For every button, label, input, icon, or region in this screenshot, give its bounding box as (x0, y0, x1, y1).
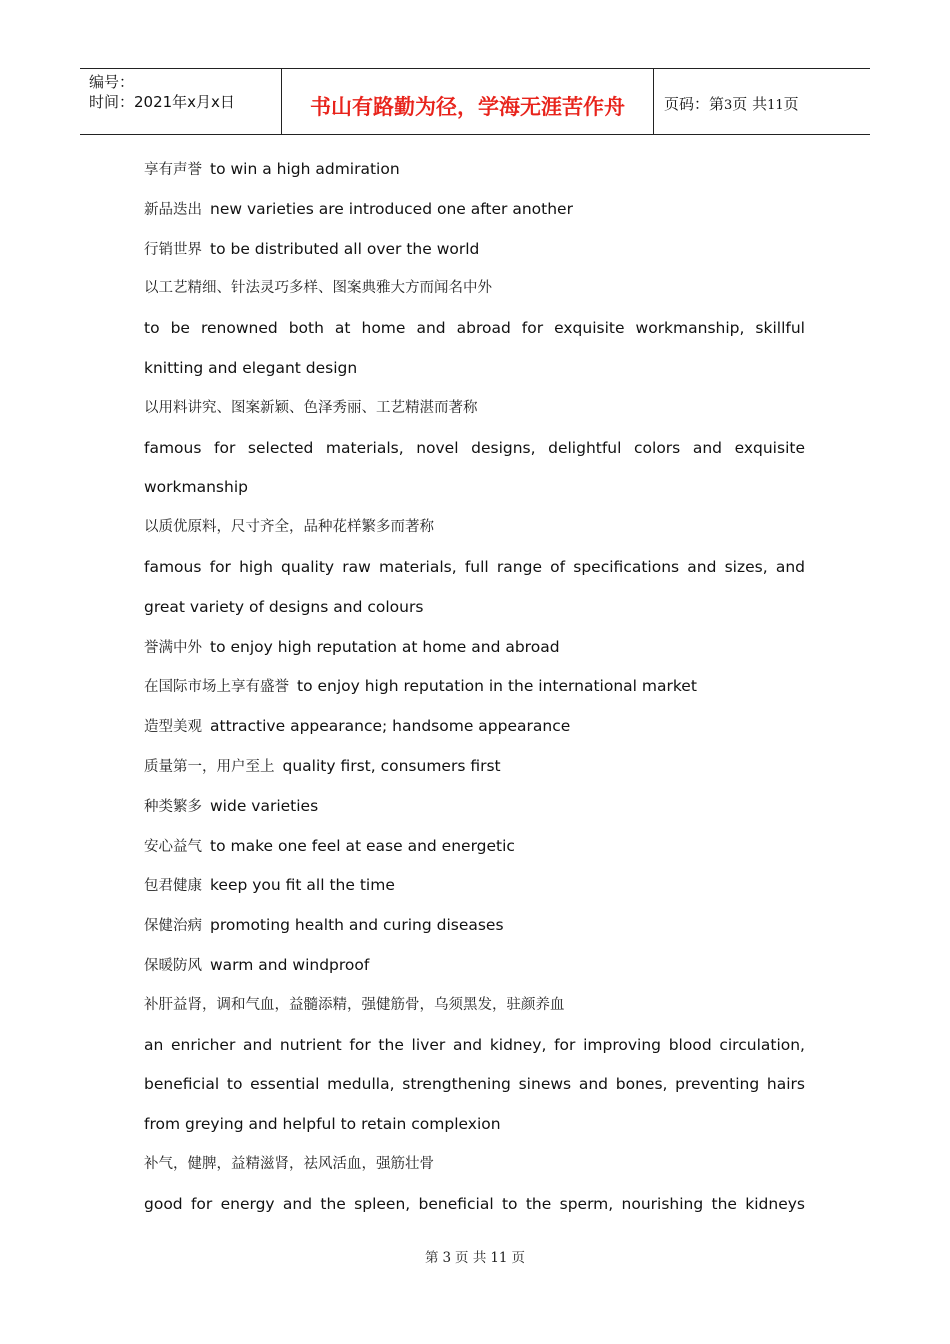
header-page-info (654, 69, 870, 134)
english-translation: to enjoy high reputation at home and abroad (210, 637, 560, 656)
english-translation: great variety of designs and colours (144, 597, 424, 616)
text-line (144, 1026, 805, 1066)
text-line (144, 230, 805, 270)
english-translation: famous for selected materials, novel designs, delightful colors and exquisite (144, 438, 805, 457)
header-meta (80, 69, 281, 134)
english-translation: keep you fit all the time (210, 876, 395, 895)
english-translation: to make one feel at ease and energetic (210, 836, 515, 855)
chinese-phrase: 造型美观 (144, 719, 202, 736)
english-translation: knitting and elegant design (144, 358, 358, 377)
chinese-phrase: 在国际市场上享有盛誉 (144, 679, 289, 696)
english-translation: to be distributed all over the world (210, 239, 480, 258)
text-line (144, 827, 805, 867)
english-translation: workmanship (144, 478, 248, 497)
footer-mid: 页 共 (455, 1250, 487, 1266)
english-translation: attractive appearance; handsome appearance (210, 717, 571, 736)
chinese-phrase: 新品迭出 (144, 201, 202, 218)
chinese-phrase: 保暖防风 (144, 957, 202, 974)
chinese-phrase: 安心益气 (144, 838, 202, 855)
text-line (144, 1185, 805, 1225)
text-line (144, 986, 805, 1026)
text-line (144, 309, 805, 349)
text-line (144, 349, 805, 389)
chinese-phrase: 补肝益肾，调和气血，益髓添精，强健筋骨，乌须黑发，驻颜养血 (144, 996, 565, 1013)
text-line (144, 588, 805, 628)
english-translation: quality first, consumers first (282, 756, 501, 775)
text-line (144, 389, 805, 429)
english-translation: promoting health and curing diseases (210, 916, 504, 935)
text-line (144, 429, 805, 469)
footer-total: 11 (490, 1250, 508, 1266)
chinese-phrase: 质量第一，用户至上 (144, 758, 275, 775)
text-line (144, 707, 805, 747)
text-line (144, 150, 805, 190)
text-line (144, 906, 805, 946)
chinese-phrase: 以用料讲究、图案新颖、色泽秀丽、工艺精湛而著称 (144, 399, 478, 416)
english-translation: famous for high quality raw materials, full range of specifications and sizes, and (144, 557, 805, 576)
page-current: 3 (724, 98, 733, 113)
text-line (144, 667, 805, 707)
chinese-phrase: 行销世界 (144, 241, 202, 258)
chinese-phrase: 以质优原料，尺寸齐全，品种花样繁多而著称 (144, 519, 434, 536)
english-translation: from greying and helpful to retain complexion (144, 1115, 501, 1134)
page-mid: 页 共 (732, 95, 768, 113)
english-translation: good for energy and the spleen, beneficial to the sperm, nourishing the kidneys (144, 1194, 805, 1213)
document-body (144, 150, 805, 1225)
chinese-phrase: 种类繁多 (144, 798, 202, 815)
english-translation: to enjoy high reputation in the international market (297, 677, 697, 696)
chinese-phrase: 誉满中外 (144, 639, 202, 656)
text-line (144, 1065, 805, 1105)
chinese-phrase: 包君健康 (144, 878, 202, 895)
page-footer (0, 1246, 950, 1266)
english-translation: beneficial to essential medulla, strengthening sinews and bones, preventing hairs (144, 1075, 805, 1094)
text-line (144, 946, 805, 986)
page-total: 11 (767, 98, 784, 113)
footer-current: 3 (442, 1250, 452, 1266)
english-translation: warm and windproof (210, 955, 370, 974)
text-line (144, 866, 805, 906)
english-translation: to be renowned both at home and abroad for exquisite workmanship, skillful (144, 319, 805, 338)
text-line (144, 468, 805, 508)
page-suffix: 页 (783, 95, 799, 113)
text-line (144, 1105, 805, 1145)
document-time-label: 时间：2021年x月x日 (89, 93, 235, 111)
english-translation: wide varieties (210, 796, 319, 815)
english-translation: new varieties are introduced one after another (210, 199, 573, 218)
text-line (144, 787, 805, 827)
footer-suffix: 页 (511, 1250, 526, 1266)
text-line (144, 269, 805, 309)
text-line (144, 1145, 805, 1185)
page-header (80, 68, 870, 135)
chinese-phrase: 享有声誉 (144, 162, 202, 178)
chinese-phrase: 以工艺精细、针法灵巧多样、图案典雅大方而闻名中外 (144, 280, 492, 297)
page-prefix: 页码：第 (664, 95, 725, 113)
english-translation: an enricher and nutrient for the liver and kidney, for improving blood circulation, (144, 1035, 805, 1054)
text-line (144, 628, 805, 668)
header-motto: 书山有路勤为径，学海无涯苦作舟 (281, 69, 654, 134)
document-number-label: 编号： (89, 73, 135, 91)
text-line (144, 508, 805, 548)
text-line (144, 190, 805, 230)
footer-prefix: 第 (424, 1250, 439, 1266)
english-translation: to win a high admiration (210, 160, 400, 178)
text-line (144, 548, 805, 588)
text-line (144, 747, 805, 787)
chinese-phrase: 补气，健脾，益精滋肾，祛风活血，强筋壮骨 (144, 1155, 434, 1172)
chinese-phrase: 保健治病 (144, 918, 202, 935)
